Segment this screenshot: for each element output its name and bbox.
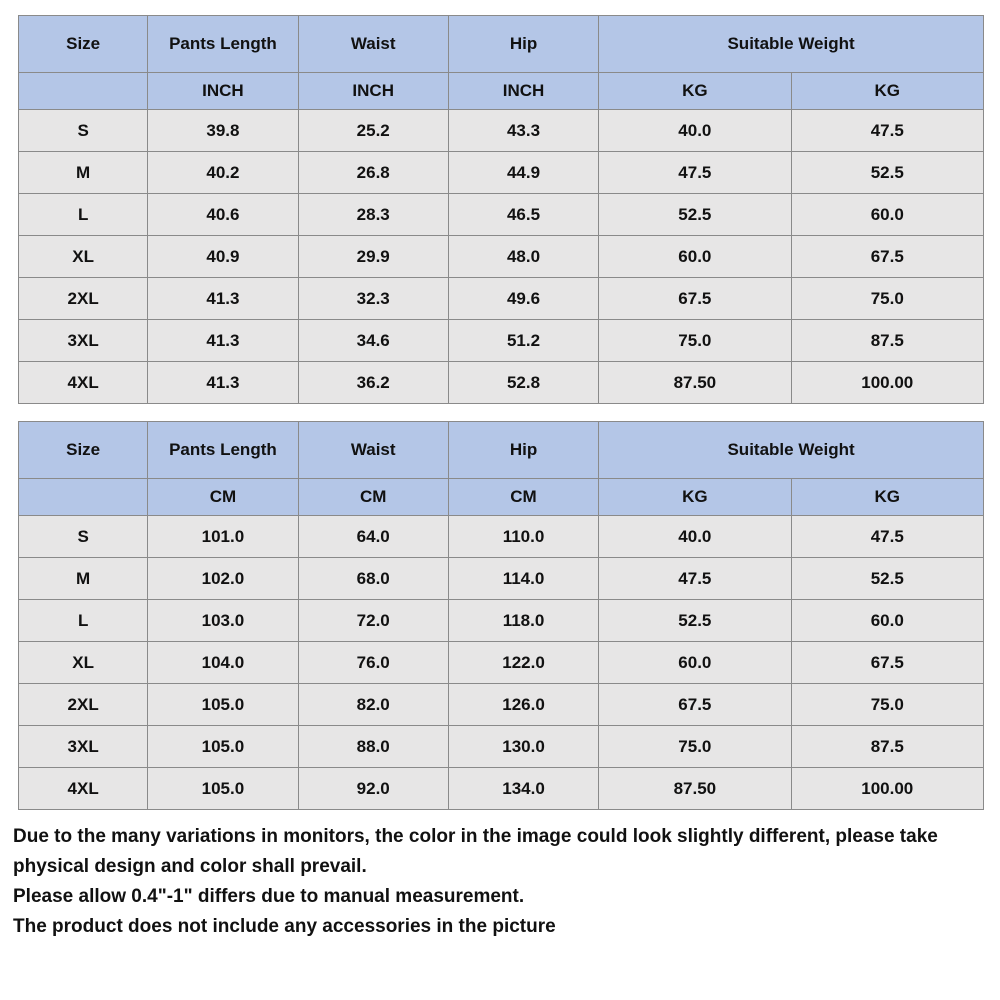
header-waist: Waist xyxy=(298,422,448,479)
measurement-cell: 47.5 xyxy=(599,152,791,194)
table-row xyxy=(19,110,984,152)
measurement-cell: 114.0 xyxy=(448,558,598,600)
table-row xyxy=(19,726,984,768)
header-pants-length: Pants Length xyxy=(148,422,298,479)
unit-cell xyxy=(19,479,148,516)
measurement-cell: 32.3 xyxy=(298,278,448,320)
measurement-cell: 26.8 xyxy=(298,152,448,194)
unit-cell: KG xyxy=(599,479,791,516)
measurement-cell: 87.50 xyxy=(599,768,791,810)
table-row xyxy=(19,236,984,278)
measurement-cell: 51.2 xyxy=(448,320,598,362)
size-label-cell: S xyxy=(19,516,148,558)
measurement-cell: 40.6 xyxy=(148,194,298,236)
measurement-cell: 64.0 xyxy=(298,516,448,558)
measurement-cell: 47.5 xyxy=(791,516,983,558)
table-row xyxy=(19,278,984,320)
measurement-cell: 134.0 xyxy=(448,768,598,810)
header-row xyxy=(19,16,984,73)
measurement-cell: 67.5 xyxy=(599,684,791,726)
note-measurement-tolerance: Please allow 0.4"-1" differs due to manual measurement. xyxy=(13,886,525,907)
size-label-cell: XL xyxy=(19,642,148,684)
header-hip: Hip xyxy=(448,16,598,73)
table-row xyxy=(19,768,984,810)
measurement-cell: 41.3 xyxy=(148,278,298,320)
measurement-cell: 25.2 xyxy=(298,110,448,152)
measurement-cell: 72.0 xyxy=(298,600,448,642)
measurement-cell: 100.00 xyxy=(791,362,983,404)
measurement-cell: 87.50 xyxy=(599,362,791,404)
header-waist: Waist xyxy=(298,16,448,73)
measurement-cell: 49.6 xyxy=(448,278,598,320)
size-label-cell: 3XL xyxy=(19,320,148,362)
size-label-cell: 3XL xyxy=(19,726,148,768)
header-size: Size xyxy=(19,16,148,73)
table-row xyxy=(19,194,984,236)
size-label-cell: M xyxy=(19,558,148,600)
measurement-cell: 39.8 xyxy=(148,110,298,152)
measurement-cell: 87.5 xyxy=(791,320,983,362)
measurement-cell: 100.00 xyxy=(791,768,983,810)
measurement-cell: 67.5 xyxy=(791,236,983,278)
table-row xyxy=(19,320,984,362)
measurement-cell: 75.0 xyxy=(599,726,791,768)
measurement-cell: 105.0 xyxy=(148,726,298,768)
measurement-cell: 43.3 xyxy=(448,110,598,152)
measurement-cell: 52.5 xyxy=(791,152,983,194)
measurement-cell: 40.0 xyxy=(599,516,791,558)
measurement-cell: 118.0 xyxy=(448,600,598,642)
measurement-cell: 40.9 xyxy=(148,236,298,278)
measurement-cell: 52.8 xyxy=(448,362,598,404)
measurement-cell: 110.0 xyxy=(448,516,598,558)
size-chart-inch xyxy=(18,15,984,404)
measurement-cell: 60.0 xyxy=(791,600,983,642)
measurement-cell: 60.0 xyxy=(791,194,983,236)
note-color-variation: Due to the many variations in monitors, the color in the image could look slightly different, please take physical design and color shall prevail. xyxy=(13,826,938,877)
table-row xyxy=(19,558,984,600)
measurement-cell: 52.5 xyxy=(791,558,983,600)
size-label-cell: 4XL xyxy=(19,768,148,810)
measurement-cell: 40.2 xyxy=(148,152,298,194)
measurement-cell: 67.5 xyxy=(599,278,791,320)
measurement-cell: 82.0 xyxy=(298,684,448,726)
measurement-cell: 92.0 xyxy=(298,768,448,810)
measurement-cell: 104.0 xyxy=(148,642,298,684)
measurement-cell: 47.5 xyxy=(599,558,791,600)
measurement-cell: 41.3 xyxy=(148,362,298,404)
measurement-cell: 48.0 xyxy=(448,236,598,278)
table-row xyxy=(19,152,984,194)
size-chart-cm xyxy=(18,421,984,810)
header-row xyxy=(19,422,984,479)
unit-cell: CM xyxy=(448,479,598,516)
measurement-cell: 130.0 xyxy=(448,726,598,768)
measurement-cell: 60.0 xyxy=(599,236,791,278)
measurement-cell: 103.0 xyxy=(148,600,298,642)
size-label-cell: L xyxy=(19,194,148,236)
unit-row xyxy=(19,479,984,516)
measurement-cell: 41.3 xyxy=(148,320,298,362)
unit-row xyxy=(19,73,984,110)
measurement-cell: 105.0 xyxy=(148,684,298,726)
measurement-cell: 60.0 xyxy=(599,642,791,684)
measurement-cell: 44.9 xyxy=(448,152,598,194)
measurement-cell: 36.2 xyxy=(298,362,448,404)
measurement-cell: 28.3 xyxy=(298,194,448,236)
unit-cell: KG xyxy=(791,479,983,516)
measurement-cell: 75.0 xyxy=(599,320,791,362)
measurement-cell: 46.5 xyxy=(448,194,598,236)
size-label-cell: L xyxy=(19,600,148,642)
header-size: Size xyxy=(19,422,148,479)
table-row xyxy=(19,362,984,404)
header-pants-length: Pants Length xyxy=(148,16,298,73)
unit-cell: KG xyxy=(791,73,983,110)
header-suitable-weight: Suitable Weight xyxy=(599,422,984,479)
header-hip: Hip xyxy=(448,422,598,479)
table-row xyxy=(19,642,984,684)
measurement-cell: 122.0 xyxy=(448,642,598,684)
table-row xyxy=(19,600,984,642)
measurement-cell: 52.5 xyxy=(599,194,791,236)
unit-cell xyxy=(19,73,148,110)
measurement-cell: 67.5 xyxy=(791,642,983,684)
unit-cell: CM xyxy=(298,479,448,516)
unit-cell: CM xyxy=(148,479,298,516)
size-label-cell: 2XL xyxy=(19,278,148,320)
measurement-cell: 52.5 xyxy=(599,600,791,642)
table-row xyxy=(19,516,984,558)
header-suitable-weight: Suitable Weight xyxy=(599,16,984,73)
size-label-cell: 2XL xyxy=(19,684,148,726)
measurement-cell: 87.5 xyxy=(791,726,983,768)
size-label-cell: 4XL xyxy=(19,362,148,404)
unit-cell: KG xyxy=(599,73,791,110)
measurement-cell: 29.9 xyxy=(298,236,448,278)
measurement-cell: 68.0 xyxy=(298,558,448,600)
unit-cell: INCH xyxy=(448,73,598,110)
measurement-cell: 47.5 xyxy=(791,110,983,152)
unit-cell: INCH xyxy=(148,73,298,110)
measurement-cell: 34.6 xyxy=(298,320,448,362)
note-accessories: The product does not include any accessories in the picture xyxy=(13,916,556,937)
measurement-cell: 88.0 xyxy=(298,726,448,768)
size-label-cell: XL xyxy=(19,236,148,278)
measurement-cell: 76.0 xyxy=(298,642,448,684)
measurement-cell: 101.0 xyxy=(148,516,298,558)
measurement-cell: 40.0 xyxy=(599,110,791,152)
size-label-cell: M xyxy=(19,152,148,194)
measurement-cell: 105.0 xyxy=(148,768,298,810)
measurement-cell: 75.0 xyxy=(791,684,983,726)
table-row xyxy=(19,684,984,726)
measurement-cell: 102.0 xyxy=(148,558,298,600)
disclaimer-notes xyxy=(13,822,988,942)
measurement-cell: 75.0 xyxy=(791,278,983,320)
unit-cell: INCH xyxy=(298,73,448,110)
size-label-cell: S xyxy=(19,110,148,152)
measurement-cell: 126.0 xyxy=(448,684,598,726)
